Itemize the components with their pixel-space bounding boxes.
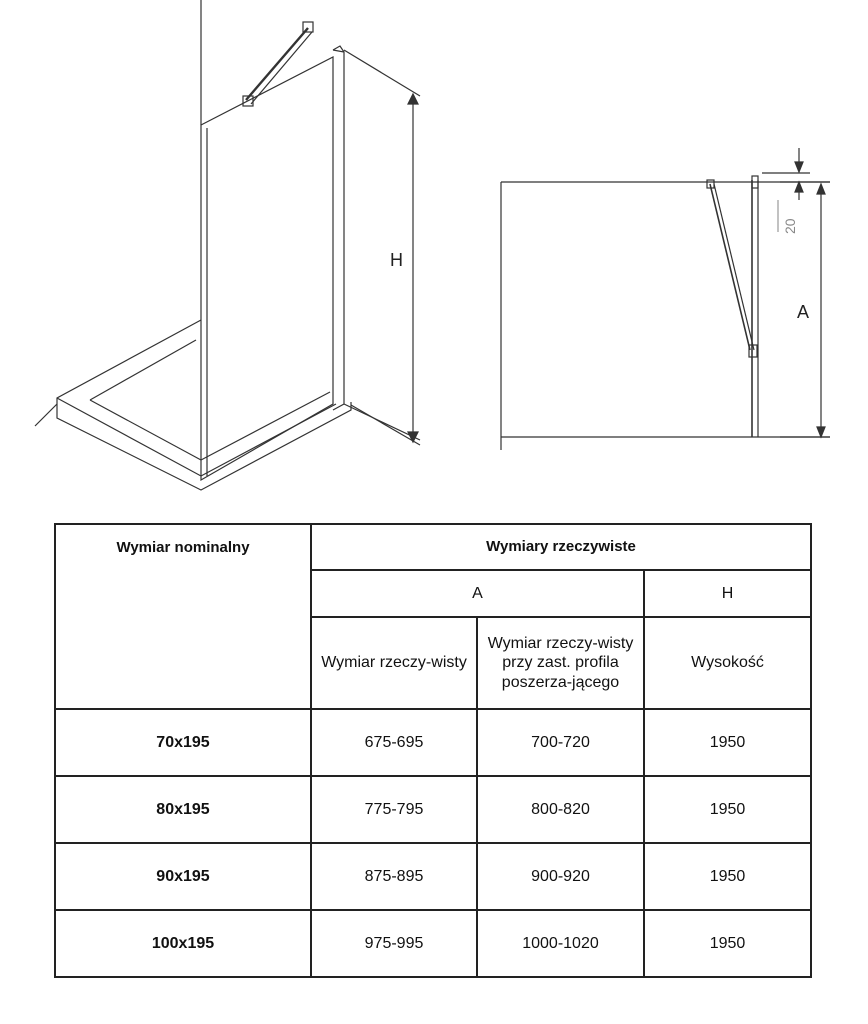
row-h: 1950 — [644, 843, 811, 910]
a-arrow-top — [817, 184, 825, 194]
header-a: A — [311, 570, 644, 617]
table-row — [55, 843, 811, 910]
row-a1: 775-795 — [311, 776, 477, 843]
shower-tray-outline — [57, 320, 351, 490]
table-row — [55, 776, 811, 843]
floor-line-right — [351, 405, 420, 445]
wall-profile-outline — [333, 50, 344, 410]
row-a1: 875-895 — [311, 843, 477, 910]
stabilizer-diagonal — [710, 184, 750, 350]
row-a1: 975-995 — [311, 910, 477, 977]
table-row — [55, 910, 811, 977]
row-a2: 900-920 — [477, 843, 644, 910]
stabilizer-diagonal-shadow — [714, 184, 754, 350]
table-row — [55, 709, 811, 776]
side-view-svg — [490, 140, 860, 460]
subheader-actual-a-with-profile: Wymiar rzeczy-wisty przy zast. profila poszerza-jącego — [477, 617, 644, 709]
header-h: H — [644, 570, 811, 617]
offset-arrow-top — [795, 162, 803, 172]
row-nominal: 100x195 — [55, 910, 311, 977]
isometric-panel-svg — [0, 0, 450, 510]
header-nominal-size: Wymiar nominalny — [55, 524, 311, 709]
h-extension-bottom — [344, 404, 420, 440]
dimensions-table — [54, 523, 812, 978]
offset-dimension-label: 20 — [782, 218, 798, 234]
row-h: 1950 — [644, 776, 811, 843]
row-nominal: 80x195 — [55, 776, 311, 843]
row-a1: 675-695 — [311, 709, 477, 776]
floor-line-left — [35, 404, 57, 426]
shower-tray-inner-side — [201, 392, 330, 460]
subheader-actual-a: Wymiar rzeczy-wisty — [311, 617, 477, 709]
isometric-panel-drawing — [0, 0, 450, 510]
a-dimension-label: A — [797, 302, 810, 322]
h-arrow-bottom — [408, 432, 418, 442]
row-nominal: 70x195 — [55, 709, 311, 776]
row-a2: 700-720 — [477, 709, 644, 776]
stabilizer-bar — [246, 28, 308, 100]
shower-tray-inner-front — [90, 400, 201, 460]
a-arrow-bottom — [817, 427, 825, 437]
subheader-height: Wysokość — [644, 617, 811, 709]
stabilizer-bar-shadow — [251, 32, 312, 104]
shower-tray-top-edge — [57, 398, 336, 476]
row-a2: 1000-1020 — [477, 910, 644, 977]
row-h: 1950 — [644, 709, 811, 776]
row-a2: 800-820 — [477, 776, 644, 843]
row-nominal: 90x195 — [55, 843, 311, 910]
h-arrow-top — [408, 94, 418, 104]
shower-tray-inner-edge — [90, 340, 196, 400]
h-dimension-label: H — [390, 250, 403, 270]
offset-arrow-bottom — [795, 182, 803, 192]
header-actual-dimensions: Wymiary rzeczywiste — [311, 524, 811, 570]
row-h: 1950 — [644, 910, 811, 977]
side-view-drawing — [490, 140, 860, 460]
h-extension-top — [344, 50, 420, 96]
